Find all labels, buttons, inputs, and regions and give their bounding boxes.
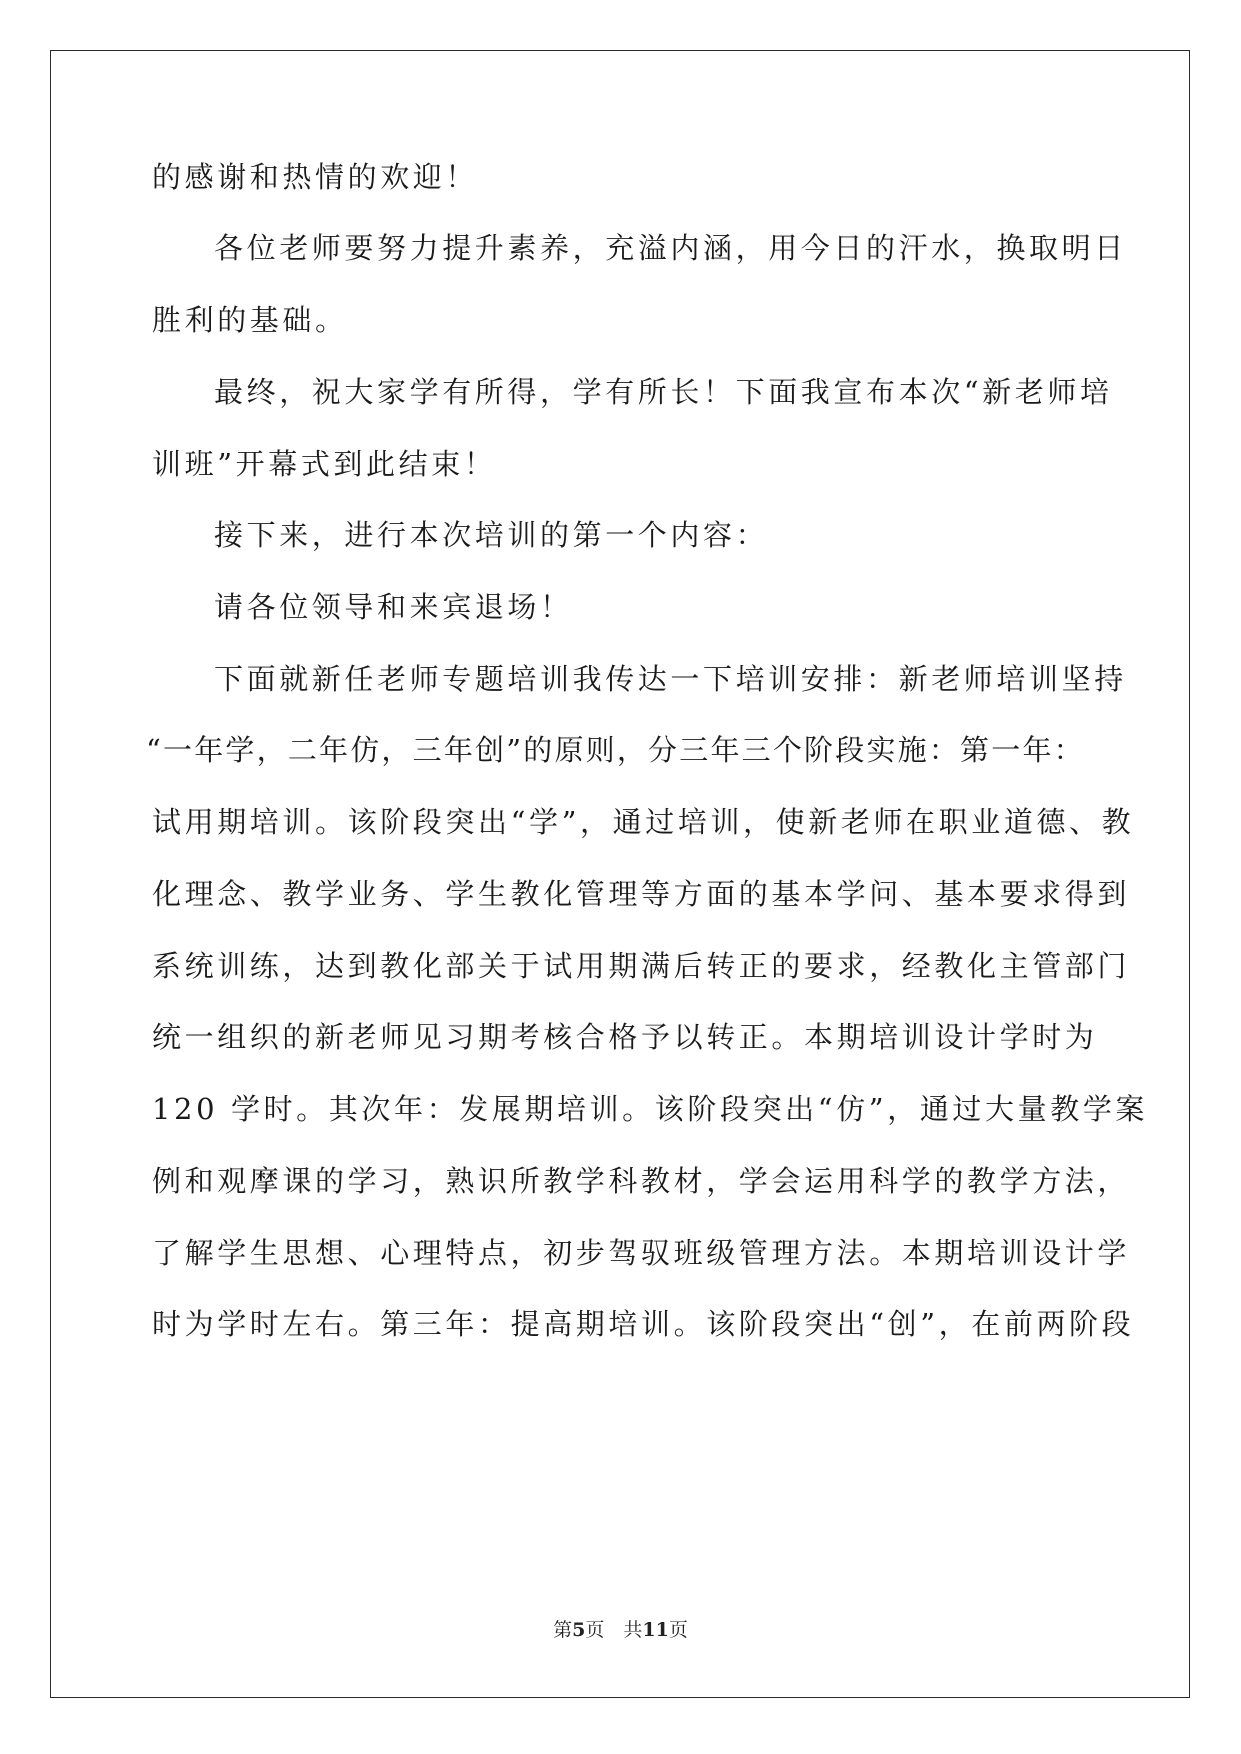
text-line-7: 请各位领导和来宾退场！ [214,590,573,624]
text-line-12: 系统训练，达到教化部关于试用期满后转正的要求，经教化主管部门 [152,949,1131,983]
text-line-3: 胜利的基础。 [152,303,348,337]
text-line-13: 统一组织的新老师见习期考核合格予以转正。本期培训设计学时为 [152,1020,1098,1054]
text-line-14: 120 学时。其次年：发展期培训。该阶段突出“仿”，通过大量教学案 [152,1092,1149,1126]
text-line-17: 时为学时左右。第三年：提高期培训。该阶段突出“创”，在前两阶段 [152,1307,1135,1341]
text-line-10: 试用期培训。该阶段突出“学”，通过培训，使新老师在职业道德、教 [152,805,1135,839]
text-line-11: 化理念、教学业务、学生教化管理等方面的基本学问、基本要求得到 [152,877,1131,911]
footer-prefix: 第 [553,1619,573,1641]
page-footer [0,1618,1241,1642]
footer-page-number: 5 [572,1619,586,1641]
text-line-9: “一年学，二年仿，三年创”的原则，分三年三个阶段实施：第一年： [146,733,1085,767]
text-line-6: 接下来，进行本次培训的第一个内容： [214,518,769,552]
footer-total-pages: 11 [642,1619,669,1641]
text-line-8: 下面就新任老师专题培训我传达一下培训安排：新老师培训坚持 [214,662,1127,696]
text-line-2: 各位老师要努力提升素养，充溢内涵，用今日的汗水，换取明日 [214,231,1127,265]
text-line-4: 最终，祝大家学有所得，学有所长！下面我宣布本次“新老师培 [214,375,1113,409]
text-line-15: 例和观摩课的学习，熟识所教学科教材，学会运用科学的教学方法， [152,1164,1131,1198]
footer-suffix: 页 [668,1619,688,1641]
text-line-1: 的感谢和热情的欢迎！ [152,160,479,194]
text-line-5: 训班”开幕式到此结束！ [152,447,497,481]
footer-mid: 页 共 [585,1619,643,1641]
text-line-16: 了解学生思想、心理特点，初步驾驭班级管理方法。本期培训设计学 [152,1236,1131,1270]
